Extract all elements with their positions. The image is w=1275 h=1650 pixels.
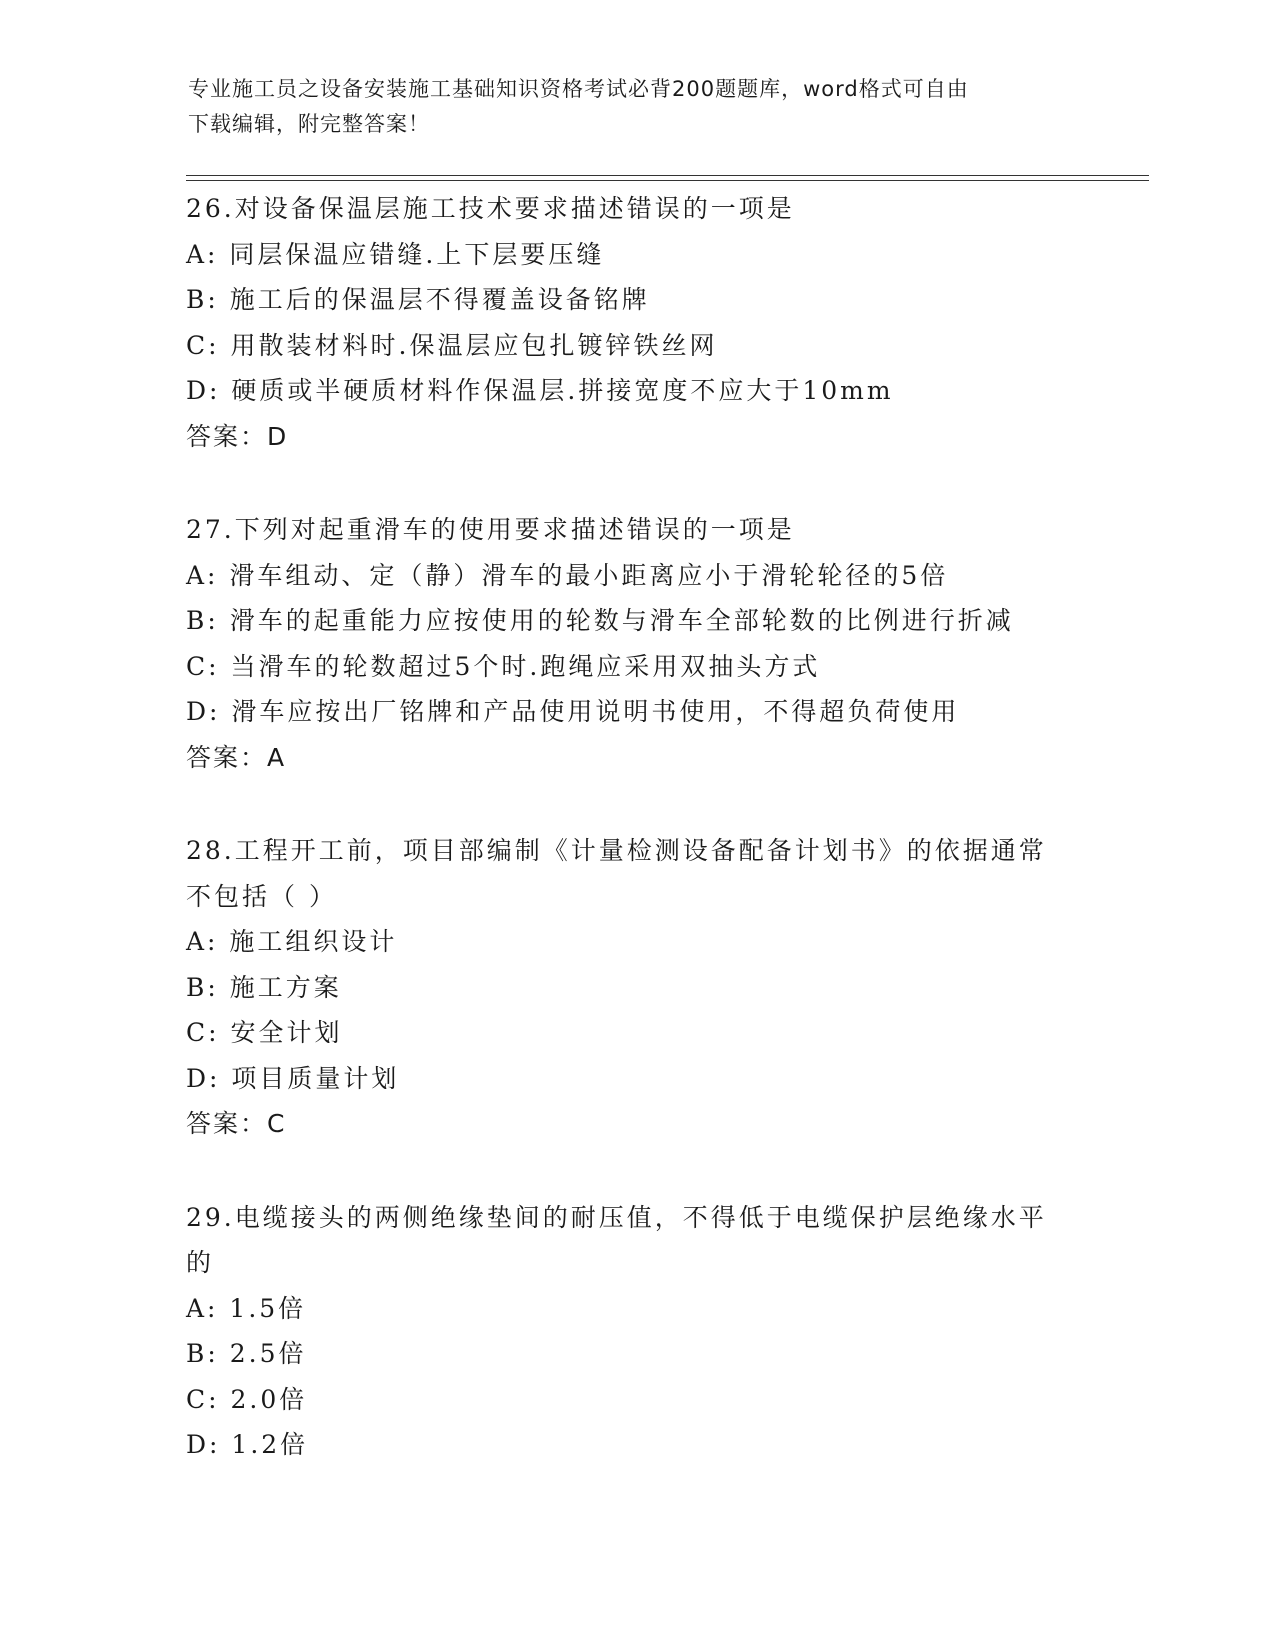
option-b: B: 滑车的起重能力应按使用的轮数与滑车全部轮数的比例进行折减 xyxy=(186,606,1014,635)
answer-label: 答案：D xyxy=(186,421,289,451)
question-stem: 26.对设备保温层施工技术要求描述错误的一项是 xyxy=(186,194,795,223)
option-a: A: 同层保温应错缝.上下层要压缝 xyxy=(186,239,605,269)
option-d: D: 项目质量计划 xyxy=(186,1063,400,1093)
answer-label: 答案：A xyxy=(186,742,287,772)
header-divider-top xyxy=(186,175,1149,176)
question-stem: 27.下列对起重滑车的使用要求描述错误的一项是 xyxy=(186,515,795,544)
question-27 xyxy=(186,507,1086,780)
question-29 xyxy=(186,1195,1086,1468)
document-header xyxy=(188,72,1068,142)
option-a: A: 施工组织设计 xyxy=(186,927,398,956)
option-b: B: 2.5倍 xyxy=(186,1339,307,1368)
option-d: D: 1.2倍 xyxy=(186,1430,309,1459)
header-line-2: 下载编辑，附完整答案！ xyxy=(188,112,430,136)
option-d: D: 硬质或半硬质材料作保温层.拼接宽度不应大于10mm xyxy=(186,376,894,405)
question-28 xyxy=(186,828,1086,1147)
answer-label: 答案：C xyxy=(186,1109,287,1138)
question-stem: 28.工程开工前，项目部编制《计量检测设备配备计划书》的依据通常不包括（ ） xyxy=(186,836,1047,911)
question-list xyxy=(186,186,1086,1516)
header-line-1: 专业施工员之设备安装施工基础知识资格考试必背200题题库，word格式可自由 xyxy=(188,77,969,101)
option-c: C: 用散装材料时.保温层应包扎镀锌铁丝网 xyxy=(186,330,718,360)
option-c: C: 当滑车的轮数超过5个时.跑绳应采用双抽头方式 xyxy=(186,651,821,681)
question-stem: 29.电缆接头的两侧绝缘垫间的耐压值，不得低于电缆保护层绝缘水平的 xyxy=(186,1202,1047,1277)
option-c: C: 安全计划 xyxy=(186,1018,343,1047)
option-a: A: 滑车组动、定（静）滑车的最小距离应小于滑轮轮径的5倍 xyxy=(186,560,949,590)
option-b: B: 施工方案 xyxy=(186,972,342,1002)
option-a: A: 1.5倍 xyxy=(186,1293,307,1323)
option-c: C: 2.0倍 xyxy=(186,1384,308,1414)
option-b: B: 施工后的保温层不得覆盖设备铭牌 xyxy=(186,285,650,314)
header-divider-bottom xyxy=(186,180,1149,181)
question-26 xyxy=(186,186,1086,459)
option-d: D: 滑车应按出厂铭牌和产品使用说明书使用，不得超负荷使用 xyxy=(186,697,960,726)
